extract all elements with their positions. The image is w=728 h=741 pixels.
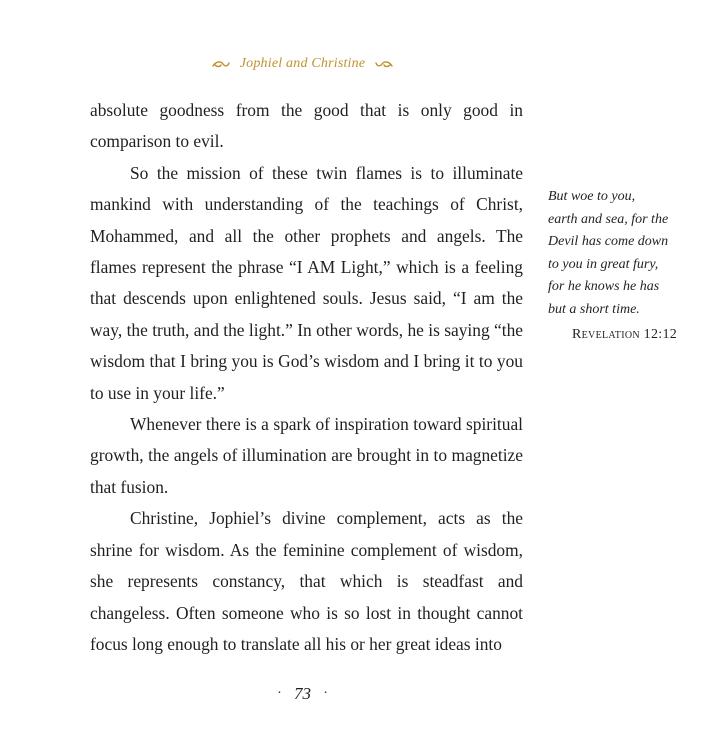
quote-citation: Revelation 12:12 [572, 326, 678, 342]
page-number-footer [0, 684, 605, 704]
sidebar-quote [548, 186, 688, 346]
running-head [0, 56, 605, 72]
right-ornament-icon [375, 56, 393, 72]
quote-line: But woe to you, [548, 189, 636, 204]
page-number: 73 [294, 684, 311, 703]
quote-line: Devil has come down [548, 234, 669, 250]
quote-line: but a short time. [548, 301, 640, 317]
folio-dot-left: · [277, 686, 282, 701]
paragraph-christine: Christine, Jophiel’s divine complement, acts as the shrine for wisdom. As the feminine complement of wisdom, she represents constancy, that which is steadfast and changeless. Often someone who is so lost in thought cannot focus long enough to translate all his or her great ideas into [90, 508, 523, 654]
paragraph-mission: So the mission of these twin flames is to illuminate mankind with understanding of the teachings of Christ, Mohammed, and all the other prophets and angels. The flames represent the phrase “I AM Light,” which is a feeling that descends upon enlightened souls. Jesus said, “I am the way, the truth, and the light.” In other words, he is saying “the wisdom that I bring you is God’s wisdom and I bring it to you to use in your life.” [90, 162, 523, 403]
quote-line: to you in great fury, [548, 256, 659, 272]
paragraph-continuation: absolute goodness from the good that is only good in comparison to evil. [90, 100, 523, 152]
body-text [90, 95, 523, 660]
running-head-title: Jophiel and Christine [239, 56, 366, 71]
paragraph-inspiration: Whenever there is a spark of inspiration toward spiritual growth, the angels of illumination are brought in to magnetize that fusion. [90, 414, 523, 497]
left-ornament-icon [212, 56, 230, 72]
folio-dot-right: · [323, 686, 328, 701]
quote-line: earth and sea, for the [548, 211, 669, 227]
quote-line: for he knows he has [548, 279, 660, 295]
